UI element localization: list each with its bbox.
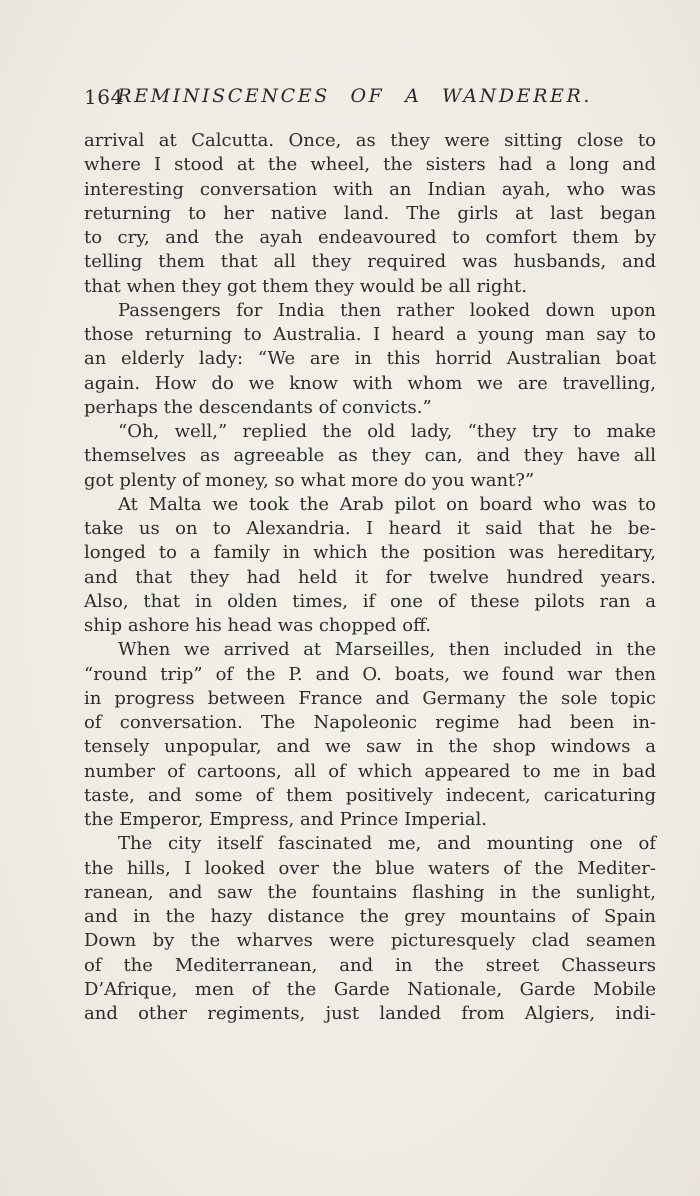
text-line: of the Mediterranean, and in the street Chasseurs <box>84 954 656 976</box>
text-line: and in the hazy distance the grey mountains of Spain <box>84 906 656 927</box>
text-line: Also, that in olden times, if one of these pilots ran a <box>84 590 656 612</box>
text-line: At Malta we took the Arab pilot on board who was to <box>118 493 656 515</box>
text-line: where I stood at the wheel, the sisters had a long and <box>84 154 656 176</box>
text-line: take us on to Alexandria. I heard it said that he be- <box>84 518 656 539</box>
text-line: Passengers for India then rather looked down upon <box>118 299 656 321</box>
text-line: in progress between France and Germany the sole topic <box>84 687 656 709</box>
text-line: longed to a family in which the position was hereditary, <box>84 542 656 564</box>
text-line: and other regiments, just landed from Algiers, indi- <box>84 1003 656 1024</box>
running-title: REMINISCENCES OF A WANDERER. <box>117 85 592 107</box>
text-line: telling them that all they required was husbands, and <box>84 251 656 273</box>
text-line: of conversation. The Napoleonic regime had been in- <box>84 712 656 733</box>
body-text <box>84 129 656 1026</box>
text-line: ship ashore his head was chopped off. <box>84 615 431 636</box>
text-line: number of cartoons, all of which appeared to me in bad <box>84 760 656 782</box>
text-line: When we arrived at Marseilles, then included in the <box>118 639 656 661</box>
text-line: “Oh, well,” replied the old lady, “they try to make <box>118 421 656 442</box>
text-line: interesting conversation with an Indian ayah, who was <box>84 178 656 200</box>
text-line: that when they got them they would be all right. <box>84 275 527 297</box>
text-line: themselves as agreeable as they can, and they have all <box>84 445 656 467</box>
text-line: D’Afrique, men of the Garde Nationale, Garde Mobile <box>84 978 656 1000</box>
text-line: taste, and some of them positively indecent, caricaturing <box>84 784 656 806</box>
text-line: returning to her native land. The girls at last began <box>84 202 656 224</box>
text-line: those returning to Australia. I heard a young man say to <box>84 324 656 345</box>
page-header <box>84 85 592 115</box>
text-line: the Emperor, Empress, and Prince Imperial. <box>84 809 488 830</box>
text-line: arrival at Calcutta. Once, as they were sitting close to <box>84 130 656 151</box>
text-line: Down by the wharves were picturesquely clad seamen <box>84 930 656 952</box>
text-line: to cry, and the ayah endeavoured to comfort them by <box>84 227 656 248</box>
text-line: the hills, I looked over the blue waters of the Mediter- <box>84 857 656 879</box>
text-line: ranean, and saw the fountains flashing in the sunlight, <box>84 881 656 903</box>
text-line: tensely unpopular, and we saw in the shop windows a <box>84 736 656 758</box>
text-line: again. How do we know with whom we are travelling, <box>84 372 656 394</box>
text-line: got plenty of money, so what more do you want?” <box>84 469 535 491</box>
text-line: The city itself fascinated me, and mounting one of <box>118 833 656 855</box>
page-number: 164 <box>84 85 124 109</box>
text-line: “round trip” of the P. and O. boats, we found war then <box>84 663 656 685</box>
text-line: an elderly lady: “We are in this horrid Australian boat <box>84 348 656 370</box>
text-line: and that they had held it for twelve hundred years. <box>84 566 656 588</box>
text-line: perhaps the descendants of convicts.” <box>84 396 432 418</box>
